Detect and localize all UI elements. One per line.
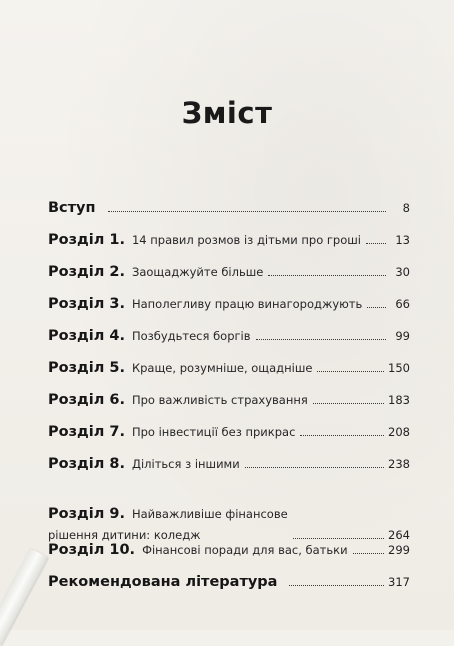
toc-entry-title: Краще, розумніше, ощадніше	[131, 361, 313, 375]
dot-leader	[289, 585, 384, 586]
dot-leader	[245, 467, 384, 468]
dot-leader	[317, 371, 384, 372]
toc-entry-line	[48, 506, 288, 522]
toc-entry-label: Вступ	[48, 200, 96, 216]
toc-entry-label: Розділ 1.	[48, 232, 125, 248]
toc-page-number: 299	[388, 543, 410, 557]
toc-entry-text	[48, 392, 308, 408]
dot-leader	[300, 435, 384, 436]
toc-entry-label: Розділ 7.	[48, 424, 125, 440]
toc-page-number: 317	[388, 575, 410, 589]
toc-entry-text	[48, 232, 361, 248]
toc-entry-label: Розділ 9.	[48, 506, 125, 522]
toc-entry-text	[48, 542, 348, 558]
toc-entry-chapter-5[interactable]	[48, 360, 410, 392]
dot-leader	[353, 553, 384, 554]
toc-entry-recommended-literature[interactable]	[48, 574, 410, 606]
toc-page-number: 99	[395, 329, 410, 343]
table-of-contents	[48, 200, 410, 606]
toc-entry-title: Про важливість страхування	[131, 393, 308, 407]
toc-entry-chapter-7[interactable]	[48, 424, 410, 456]
toc-entry-label: Розділ 6.	[48, 392, 125, 408]
toc-entry-title: Наполегливу працю винагороджують	[131, 297, 363, 311]
dot-leader	[313, 403, 384, 404]
toc-entry-text	[48, 424, 295, 440]
dot-leader	[293, 538, 384, 539]
toc-entry-text	[48, 360, 312, 376]
toc-entry-chapter-3[interactable]	[48, 296, 410, 328]
toc-entry-title: Позбудьтеся боргів	[131, 329, 251, 343]
toc-entry-text	[48, 506, 288, 542]
toc-entry-text	[48, 328, 251, 344]
toc-entry-label: Розділ 2.	[48, 264, 125, 280]
toc-entry-title-continued: рішення дитини: коледж	[48, 528, 201, 542]
toc-entry-title: 14 правил розмов із дітьми про гроші	[131, 233, 361, 247]
toc-entry-title: Діліться з іншими	[131, 457, 240, 471]
ribbon-bookmark	[0, 548, 48, 646]
toc-entry-title: Найважливіше фінансове	[131, 507, 288, 521]
toc-entry-title: Фінансові поради для вас, батьки	[142, 543, 348, 557]
toc-entry-title: Про інвестиції без прикрас	[131, 425, 296, 439]
dot-leader	[268, 275, 386, 276]
toc-entry-chapter-10[interactable]	[48, 542, 410, 574]
toc-page-number: 264	[388, 528, 410, 542]
toc-entry-label: Розділ 3.	[48, 296, 125, 312]
toc-entry-chapter-2[interactable]	[48, 264, 410, 296]
toc-entry-label: Розділ 10.	[48, 542, 136, 558]
toc-entry-chapter-4[interactable]	[48, 328, 410, 360]
page-title: Зміст	[181, 96, 273, 130]
toc-page-number: 13	[395, 233, 410, 247]
toc-entry-chapter-6[interactable]	[48, 392, 410, 424]
dot-leader	[108, 211, 386, 212]
toc-page-number: 183	[388, 393, 410, 407]
toc-entry-chapter-1[interactable]	[48, 232, 410, 264]
toc-page-number: 66	[395, 297, 410, 311]
toc-entry-label: Рекомендована література	[48, 574, 278, 590]
toc-entry-label: Розділ 4.	[48, 328, 125, 344]
toc-entry-line	[48, 528, 288, 542]
toc-page-number: 8	[402, 201, 410, 215]
toc-entry-chapter-8[interactable]	[48, 456, 410, 488]
dot-leader	[367, 307, 386, 308]
toc-entry-text	[48, 264, 263, 280]
dot-leader	[256, 339, 386, 340]
toc-page-number: 208	[388, 425, 410, 439]
dot-leader	[366, 243, 386, 244]
toc-entry-chapter-9[interactable]	[48, 488, 410, 542]
toc-page-number: 150	[388, 361, 410, 375]
toc-entry-text	[48, 456, 240, 472]
toc-entry-label: Розділ 5.	[48, 360, 125, 376]
toc-page-number: 238	[388, 457, 410, 471]
toc-entry-text	[48, 296, 362, 312]
toc-entry-intro[interactable]	[48, 200, 410, 232]
toc-page-number: 30	[395, 265, 410, 279]
toc-entry-label: Розділ 8.	[48, 456, 125, 472]
toc-entry-title: Заощаджуйте більше	[131, 265, 264, 279]
